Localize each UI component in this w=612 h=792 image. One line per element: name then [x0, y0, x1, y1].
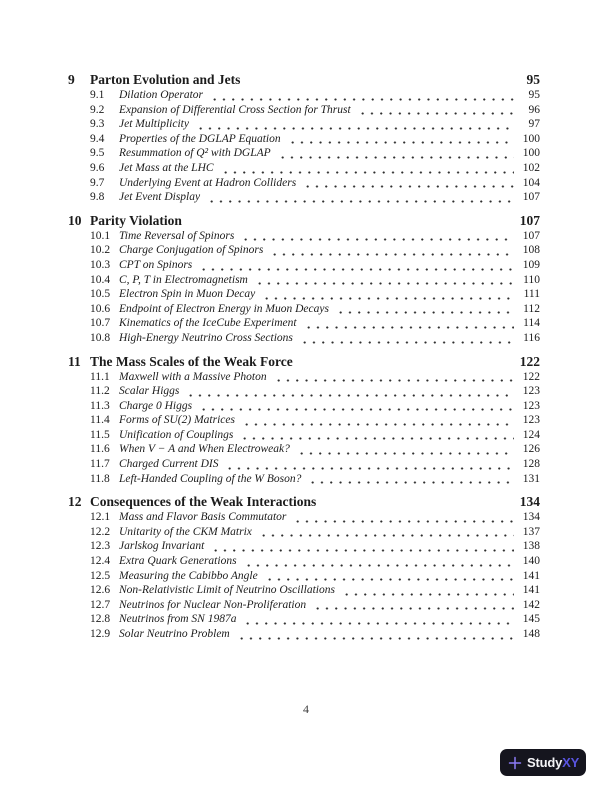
dot-leader	[242, 423, 514, 426]
toc-section-entry[interactable]	[68, 331, 540, 346]
section-title: High-Energy Neutrino Cross Sections	[119, 331, 293, 344]
section-page-number: 124	[522, 428, 540, 441]
section-number: 12.9	[90, 628, 111, 640]
section-number: 10.8	[90, 331, 111, 344]
dot-leader	[211, 549, 514, 552]
section-title: Charged Current DIS	[119, 458, 219, 471]
toc-section-entry[interactable]	[68, 316, 540, 331]
dot-leader	[259, 534, 514, 537]
section-title: Kinematics of the IceCube Experiment	[119, 317, 297, 330]
toc-section-entry[interactable]	[68, 583, 540, 598]
section-number: 9.8	[90, 191, 105, 204]
toc-section-entry[interactable]	[68, 399, 540, 414]
section-number: 10.7	[90, 317, 111, 330]
toc-chapter-entry[interactable]	[68, 354, 540, 369]
section-title: Maxwell with a Massive Photon	[119, 370, 267, 383]
section-title: Jet Multiplicity	[119, 118, 189, 131]
toc-section-entry[interactable]	[68, 243, 540, 258]
toc-section-entry[interactable]	[68, 525, 540, 540]
section-title: Charge Conjugation of Spinors	[119, 244, 264, 257]
chapter-number: 9	[68, 72, 75, 87]
dot-leader	[196, 127, 514, 130]
chapter-block	[68, 354, 540, 487]
dot-leader	[278, 156, 514, 159]
section-number: 9.4	[90, 132, 105, 145]
dot-leader	[300, 341, 514, 344]
toc-section-entry[interactable]	[68, 103, 540, 118]
section-page-number: 109	[522, 258, 540, 271]
footer-page-number: 4	[303, 702, 309, 716]
section-number: 12.5	[90, 569, 111, 582]
section-number: 10.2	[90, 244, 111, 257]
dot-leader	[210, 98, 514, 101]
toc-section-entry[interactable]	[68, 258, 540, 273]
chapter-page-number: 95	[526, 72, 540, 87]
section-page-number: 107	[522, 229, 540, 242]
toc-section-entry[interactable]	[68, 146, 540, 161]
section-page-number: 128	[522, 458, 540, 471]
toc-section-entry[interactable]	[68, 229, 540, 244]
dot-leader	[270, 253, 514, 256]
toc-section-entry[interactable]	[68, 598, 540, 613]
logo-text	[527, 756, 579, 769]
section-number: 11.6	[90, 443, 110, 456]
section-page-number: 111	[523, 288, 540, 301]
section-number: 9.7	[90, 176, 105, 189]
dot-leader	[262, 297, 514, 300]
section-page-number: 140	[522, 555, 540, 568]
toc-section-entry[interactable]	[68, 88, 540, 103]
chapter-block	[68, 494, 540, 641]
section-page-number: 137	[522, 525, 540, 538]
section-page-number: 148	[522, 628, 540, 640]
section-title: C, P, T in Electromagnetism	[119, 273, 248, 286]
section-page-number: 112	[523, 302, 540, 315]
chapter-page-number: 107	[519, 212, 540, 228]
section-page-number: 107	[522, 191, 540, 204]
section-page-number: 131	[522, 472, 540, 485]
section-page-number: 110	[523, 273, 540, 286]
section-title: Measuring the Cabibbo Angle	[119, 569, 258, 582]
toc-section-entry[interactable]	[68, 370, 540, 385]
section-title: Solar Neutrino Problem	[119, 628, 230, 640]
dot-leader	[237, 637, 514, 640]
section-page-number: 102	[522, 161, 540, 174]
dot-leader	[243, 622, 514, 625]
toc-section-entry[interactable]	[68, 612, 540, 627]
chapter-title: Parton Evolution and Jets	[90, 72, 241, 87]
toc-section-entry[interactable]	[68, 413, 540, 428]
toc-section-entry[interactable]	[68, 627, 540, 642]
section-page-number: 145	[522, 613, 540, 626]
section-number: 12.4	[90, 555, 111, 568]
section-number: 11.4	[90, 414, 110, 427]
section-title: Jarlskog Invariant	[119, 540, 205, 553]
logo-text-accent: XY	[562, 755, 580, 770]
section-page-number: 134	[522, 511, 540, 524]
section-title: Unification of Couplings	[119, 428, 234, 441]
chapter-number: 11	[68, 353, 81, 369]
section-number: 12.1	[90, 511, 111, 524]
toc-chapter-entry[interactable]	[68, 72, 540, 87]
dot-leader	[199, 268, 514, 271]
toc-section-entry[interactable]	[68, 287, 540, 302]
section-title: Jet Event Display	[119, 191, 201, 204]
dot-leader	[265, 578, 514, 581]
section-number: 10.6	[90, 302, 111, 315]
section-number: 9.2	[90, 103, 105, 116]
section-page-number: 123	[522, 414, 540, 427]
toc-section-entry[interactable]	[68, 510, 540, 525]
section-title: When V − A and When Electroweak?	[119, 443, 290, 456]
section-page-number: 138	[522, 540, 540, 553]
dot-leader	[308, 481, 514, 484]
dot-leader	[186, 394, 514, 397]
logo-text-primary: Study	[527, 755, 563, 770]
chapter-number: 12	[68, 494, 82, 510]
dot-leader	[303, 185, 514, 188]
toc-section-entry[interactable]	[68, 428, 540, 443]
section-title: Resummation of Q² with DGLAP	[119, 147, 271, 160]
section-page-number: 141	[522, 584, 540, 597]
dot-leader	[221, 171, 514, 174]
section-number: 9.5	[90, 147, 105, 160]
section-number: 9.6	[90, 161, 105, 174]
toc-section-entry[interactable]	[68, 569, 540, 584]
section-page-number: 104	[522, 176, 540, 189]
dot-leader	[241, 238, 514, 241]
section-number: 12.7	[90, 598, 111, 611]
plus-icon	[508, 756, 522, 770]
section-title: Left-Handed Coupling of the W Boson?	[119, 472, 302, 485]
section-number: 10.5	[90, 288, 111, 301]
section-title: Neutrinos from SN 1987a	[119, 613, 237, 626]
chapter-page-number: 122	[519, 353, 540, 369]
section-number: 10.4	[90, 273, 111, 286]
chapter-title: The Mass Scales of the Weak Force	[90, 353, 293, 369]
section-title: Non-Relativistic Limit of Neutrino Oscillations	[119, 584, 335, 597]
section-number: 12.8	[90, 613, 111, 626]
section-title: Properties of the DGLAP Equation	[119, 132, 281, 145]
toc-section-entry[interactable]	[68, 161, 540, 176]
dot-leader	[342, 593, 514, 596]
toc-section-entry[interactable]	[68, 273, 540, 288]
dot-leader	[288, 141, 514, 144]
dot-leader	[297, 452, 514, 455]
toc-section-entry[interactable]	[68, 190, 540, 205]
toc-chapter-entry[interactable]	[68, 494, 540, 509]
dot-leader	[225, 467, 514, 470]
section-title: Electron Spin in Muon Decay	[119, 288, 256, 301]
toc	[68, 72, 540, 650]
section-page-number: 114	[523, 317, 540, 330]
dot-leader	[244, 564, 514, 567]
chapter-number: 10	[68, 212, 82, 228]
toc-chapter-entry[interactable]	[68, 213, 540, 228]
section-number: 12.6	[90, 584, 111, 597]
chapter-title: Parity Violation	[90, 212, 182, 228]
section-title: Charge 0 Higgs	[119, 399, 193, 412]
toc-section-entry[interactable]	[68, 554, 540, 569]
chapter-block	[68, 72, 540, 205]
section-number: 11.2	[90, 385, 110, 398]
section-title: Endpoint of Electron Energy in Muon Decays	[119, 302, 329, 315]
section-page-number: 97	[528, 118, 540, 131]
section-number: 9.3	[90, 118, 105, 131]
toc-section-entry[interactable]	[68, 539, 540, 554]
section-title: Scalar Higgs	[119, 385, 180, 398]
section-title: Underlying Event at Hadron Colliders	[119, 176, 297, 189]
section-page-number: 126	[522, 443, 540, 456]
dot-leader	[336, 311, 514, 314]
section-page-number: 122	[522, 370, 540, 383]
section-page-number: 96	[528, 103, 540, 116]
section-number: 11.8	[90, 472, 110, 485]
toc-section-entry[interactable]	[68, 472, 540, 487]
section-page-number: 123	[522, 399, 540, 412]
section-number: 11.1	[90, 370, 110, 383]
section-title: Mass and Flavor Basis Commutator	[119, 511, 287, 524]
section-page-number: 142	[522, 598, 540, 611]
section-title: Unitarity of the CKM Matrix	[119, 525, 252, 538]
toc-section-entry[interactable]	[68, 117, 540, 132]
section-page-number: 141	[522, 569, 540, 582]
section-number: 10.3	[90, 258, 111, 271]
chapter-page-number: 134	[519, 494, 540, 510]
section-title: Dilation Operator	[119, 89, 204, 101]
dot-leader	[274, 379, 514, 382]
section-number: 12.3	[90, 540, 111, 553]
dot-leader	[240, 437, 514, 440]
section-number: 12.2	[90, 525, 111, 538]
section-number: 10.1	[90, 229, 111, 242]
toc-section-entry[interactable]	[68, 384, 540, 399]
section-number: 11.7	[90, 458, 110, 471]
section-page-number: 116	[523, 331, 540, 344]
dot-leader	[207, 200, 514, 203]
dot-leader	[255, 282, 514, 285]
dot-leader	[304, 326, 514, 329]
section-title: Forms of SU(2) Matrices	[119, 414, 235, 427]
dot-leader	[313, 607, 514, 610]
dot-leader	[293, 520, 514, 523]
section-title: Jet Mass at the LHC	[119, 161, 214, 174]
section-number: 9.1	[90, 89, 105, 101]
section-page-number: 108	[522, 244, 540, 257]
dot-leader	[199, 408, 514, 411]
section-page-number: 123	[522, 385, 540, 398]
chapter-title: Consequences of the Weak Interactions	[90, 494, 317, 510]
section-title: Neutrinos for Nuclear Non-Proliferation	[119, 598, 307, 611]
section-title: CPT on Spinors	[119, 258, 193, 271]
toc-section-entry[interactable]	[68, 132, 540, 147]
toc-section-entry[interactable]	[68, 302, 540, 317]
studyxy-logo-badge	[500, 749, 586, 776]
toc-section-entry[interactable]	[68, 457, 540, 472]
chapter-block	[68, 213, 540, 346]
section-title: Extra Quark Generations	[119, 555, 237, 568]
section-page-number: 100	[522, 147, 540, 160]
toc-section-entry[interactable]	[68, 442, 540, 457]
section-page-number: 95	[528, 89, 540, 101]
toc-section-entry[interactable]	[68, 176, 540, 191]
section-title: Expansion of Differential Cross Section for Thrust	[119, 103, 351, 116]
section-page-number: 100	[522, 132, 540, 145]
section-number: 11.5	[90, 428, 110, 441]
section-title: Time Reversal of Spinors	[119, 229, 235, 242]
section-number: 11.3	[90, 399, 110, 412]
dot-leader	[358, 112, 514, 115]
